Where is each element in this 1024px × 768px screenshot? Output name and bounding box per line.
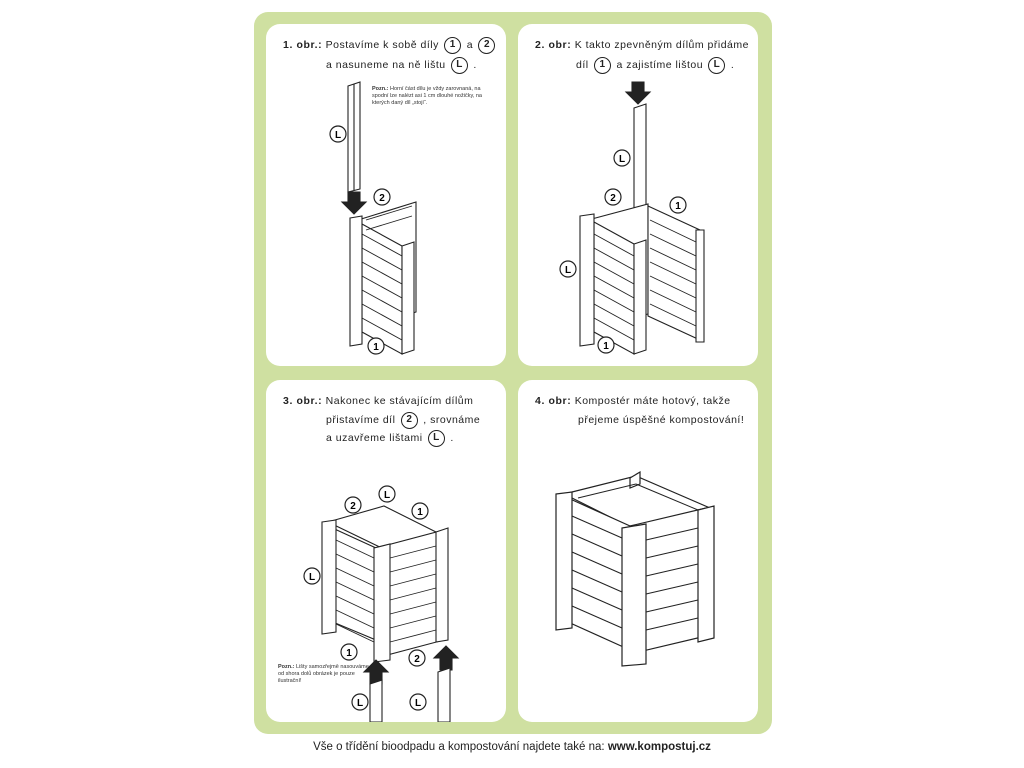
step-3-number: 3. obr.: [283,395,323,407]
label-2-text-2: 2 [414,654,420,665]
step-1-note-title: Pozn.: [372,86,389,92]
panel-step-1 [266,24,506,366]
step-4-text-2: přejeme úspěšné kompostování! [578,414,745,426]
label-2-text: 2 [610,193,616,204]
step-3-text-4: a uzavřeme lištami [326,432,423,444]
part-2-badge: 2 [401,412,418,429]
label-1-text: 1 [417,507,423,518]
label-2-text: 2 [379,193,385,204]
step-1-period: . [473,59,477,71]
post-left [556,492,572,630]
label-1-text-2: 1 [346,648,352,659]
step-2-period: . [730,59,735,71]
panel-step-2 [518,24,758,366]
step-1-text-1: Postavíme k sobě díly [325,39,439,51]
step-3-text-1: Nakonec ke stávajícím dílům [325,395,474,407]
step-1-and: a [466,39,474,51]
step-3-text-2: přistavíme díl [326,414,396,426]
footer-link[interactable]: www.kompostuj.cz [607,741,711,753]
step-2-text-3: a zajistíme lištou [616,59,704,71]
panel-step-4 [518,380,758,722]
step-1-number: 1. obr.: [283,39,323,51]
l-rail-shape [370,680,382,722]
label-l-text-3: L [356,698,364,709]
step-1-illustration [266,24,506,366]
step-3-note-text: Lišty samozřejmě nasouváme od shora dolů obrázek je pouze ilustrační! [278,664,369,684]
step-3-illustration [266,380,506,722]
step-4-text-1: Kompostér máte hotový, takže [574,395,731,407]
step-3-period: . [450,432,454,444]
panel-step-3 [266,380,506,722]
label-l-text-4: L [414,698,422,709]
part-l-badge: L [428,430,445,447]
l-rail-shape-2 [438,668,450,722]
step-3-note-title: Pozn.: [278,664,295,670]
label-l-text-2: L [564,265,572,276]
arrow-down-icon [626,82,650,104]
footer-text: Vše o třídění bioodpadu a kompostování najdete také na: [313,741,605,753]
step-4-illustration [518,380,758,722]
step-2-illustration [518,24,758,366]
arrow-up-icon-2 [434,646,458,670]
footer [0,741,1024,753]
part-l-badge: L [708,57,725,74]
part-2-badge: 2 [478,37,495,54]
step-2-text-2: díl [576,59,589,71]
part-1-badge: 1 [444,37,461,54]
post-front [622,524,646,666]
arrow-down-icon [342,192,366,214]
step-2-number: 2. obr: [535,39,572,51]
label-2-text: 2 [350,501,356,512]
label-l-text: L [618,154,626,165]
step-4-number: 4. obr: [535,395,572,407]
label-1-text: 1 [675,201,681,212]
arrow-up-icon [364,660,388,684]
label-1-text: 1 [373,342,379,353]
label-l-text: L [383,490,391,501]
step-2-text-1: K takto zpevněným dílům přidáme [574,39,749,51]
part-l-badge: L [451,57,468,74]
label-l-text-2: L [308,572,316,583]
label-l-text: L [334,130,342,141]
step-1-note-text: Horní část dílu je vždy zarovnaná, na spodní lze nalézt asi 1 cm dlouhé nožičky, na kterých daný díl „stojí“. [372,86,482,106]
post-right [698,506,714,642]
part-1-badge: 1 [594,57,611,74]
step-3-text-3: , srovnáme [423,414,481,426]
step-1-text-2: a nasuneme na ně lištu [326,59,446,71]
label-1-text-2: 1 [603,341,609,352]
